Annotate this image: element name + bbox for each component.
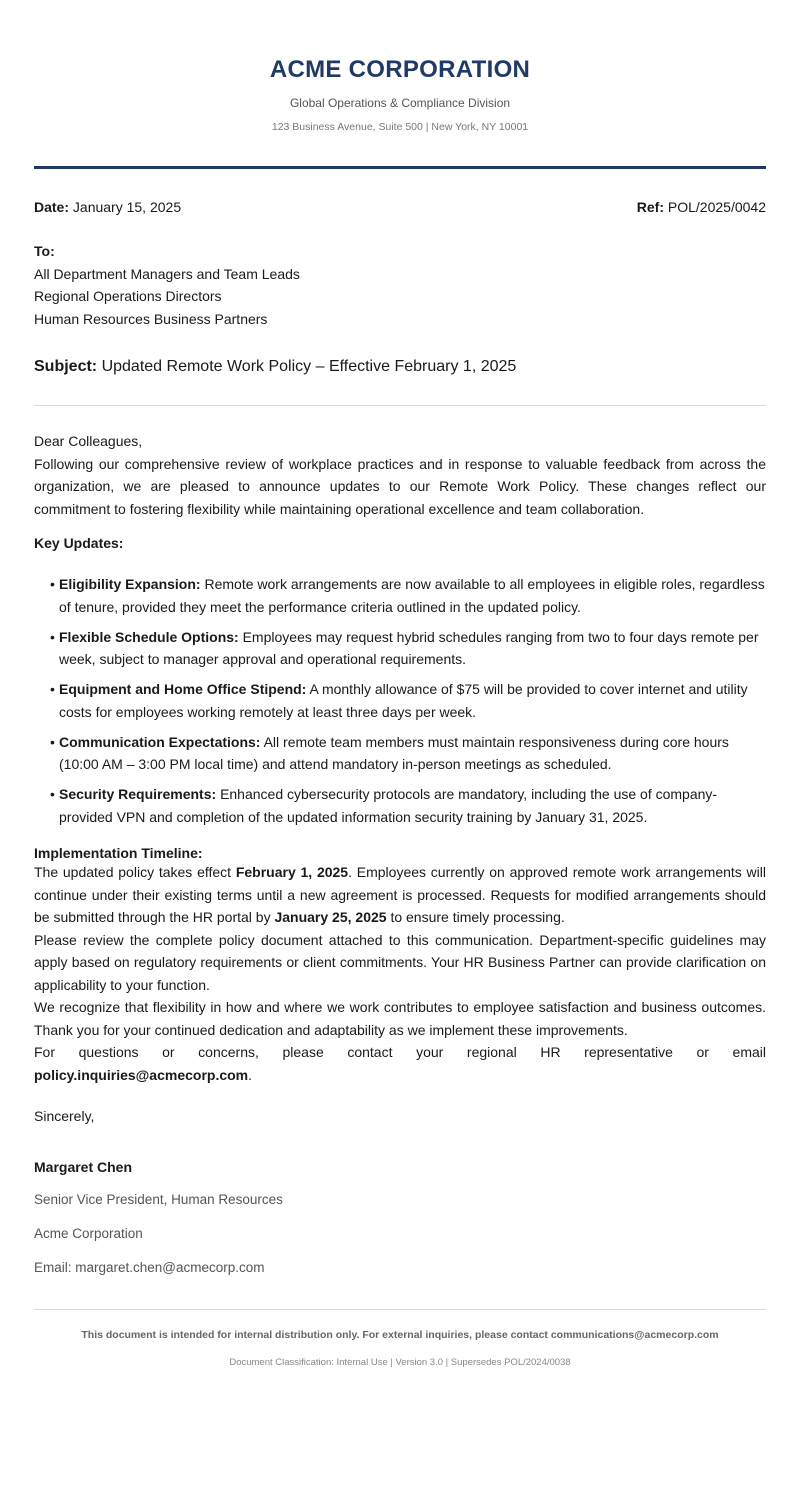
timeline-text: . Employees currently on approved remote work arrangements will continue under their existing terms until a new agreement is processed. Requests for modified arrangements should be submitted through the HR portal by [34, 864, 766, 925]
timeline-text: to ensure timely processing. [386, 909, 565, 925]
memo-reference [637, 198, 766, 216]
signatory-title: Senior Vice President, Human Resources [34, 1191, 283, 1207]
update-text: Remote work arrangements are now available to all employees in eligible roles, regardless of tenure, provided they meet the performance criteria outlined in the updated policy. [59, 576, 765, 615]
contact-email-link[interactable]: policy.inquiries@acmecorp.com [34, 1066, 249, 1083]
key-updates-heading: Key Updates: [34, 535, 124, 551]
recipient: Regional Operations Directors [34, 288, 222, 304]
date-value: January 15, 2025 [72, 199, 182, 215]
list-item [50, 678, 766, 723]
update-text: A monthly allowance of $75 will be provided to cover internet and utility costs for employees working remotely at least three days per week. [59, 681, 748, 720]
bullet-icon: • [50, 576, 55, 592]
effective-date: February 1, 2025 [235, 864, 349, 880]
footer-divider [34, 1309, 766, 1310]
bullet-icon: • [50, 733, 55, 750]
bullet-icon: • [50, 628, 55, 645]
recipient: Human Resources Business Partners [34, 310, 268, 327]
timeline-heading: Implementation Timeline: [34, 845, 203, 861]
subject-divider [34, 405, 766, 406]
company-address: 123 Business Avenue, Suite 500 | New York, NY 10001 [271, 121, 529, 133]
list-item [50, 573, 766, 618]
update-title: Equipment and Home Office Stipend: [59, 681, 307, 697]
bullet-icon: • [50, 681, 55, 697]
bullet-icon: • [50, 786, 55, 802]
signatory-email: Email: margaret.chen@acmecorp.com [34, 1259, 265, 1275]
timeline-text: The updated policy takes effect [34, 864, 236, 880]
signatory-company: Acme Corporation [34, 1225, 143, 1241]
recipient: All Department Managers and Team Leads [34, 265, 300, 282]
list-item [50, 731, 766, 776]
list-item [50, 783, 766, 828]
letterhead [34, 0, 766, 134]
update-title: Eligibility Expansion: [59, 576, 201, 592]
review-paragraph: Please review the complete policy document attached to this communication. Department-specific guidelines may apply based on regulatory requirements or client commitments. Your HR Business Partner can provide clarification on applicability to your function. [34, 931, 766, 993]
key-updates-list [34, 573, 766, 828]
date-label: Date: [34, 199, 70, 215]
subject-label: Subject: [34, 358, 98, 375]
recipients-block [34, 240, 766, 330]
division-name: Global Operations & Compliance Division [289, 96, 511, 110]
ref-value: POL/2025/0042 [667, 199, 766, 215]
update-title: Flexible Schedule Options: [59, 628, 239, 645]
document-classification: Document Classification: Internal Use | Version 3.0 | Supersedes POL/2024/0038 [229, 1356, 571, 1368]
update-text: Enhanced cybersecurity protocols are mandatory, including the use of company-provided VPN and completion of the updated information security training by January 31, 2025. [59, 786, 718, 825]
signatory-name: Margaret Chen [34, 1158, 133, 1175]
contact-text: For questions or concerns, please contact your regional HR representative or email [34, 1044, 766, 1060]
contact-end: . [248, 1066, 253, 1083]
submission-deadline: January 25, 2025 [274, 909, 387, 925]
list-item [50, 626, 766, 671]
company-name: ACME CORPORATION [269, 56, 531, 83]
memo-date [34, 198, 181, 216]
closing: Sincerely, [34, 1108, 95, 1124]
distribution-notice: This document is intended for internal distribution only. For external inquiries, please contact communications@acmecorp.com [81, 1328, 719, 1341]
ref-label: Ref: [636, 199, 665, 215]
intro-paragraph: Following our comprehensive review of workplace practices and in response to valuable feedback from across the organization, we are pleased to announce updates to our Remote Work Policy. These changes reflect our commitment to fostering flexibility while maintaining operational excellence and team collaboration. [34, 455, 766, 517]
update-text: All remote team members must maintain responsiveness during core hours (10:00 AM – 3:00 PM local time) and attend mandatory in-person meetings as scheduled. [59, 733, 729, 772]
update-text: Employees may request hybrid schedules ranging from two to four days remote per week, subject to manager approval and operational requirements. [59, 628, 759, 667]
contact-paragraph [34, 1041, 766, 1086]
subject-text: Updated Remote Work Policy – Effective February 1, 2025 [101, 358, 517, 375]
to-label: To: [34, 243, 55, 259]
update-title: Security Requirements: [59, 786, 217, 802]
timeline-paragraph [34, 861, 766, 929]
update-title: Communication Expectations: [59, 733, 261, 750]
recognition-paragraph: We recognize that flexibility in how and where we work contributes to employee satisfaction and business outcomes. Thank you for your continued dedication and adaptability as we implement these improvements. [34, 999, 766, 1038]
memo-meta [34, 198, 766, 216]
subject-line [34, 356, 766, 378]
header-divider [34, 166, 766, 169]
salutation: Dear Colleagues, [34, 433, 143, 449]
